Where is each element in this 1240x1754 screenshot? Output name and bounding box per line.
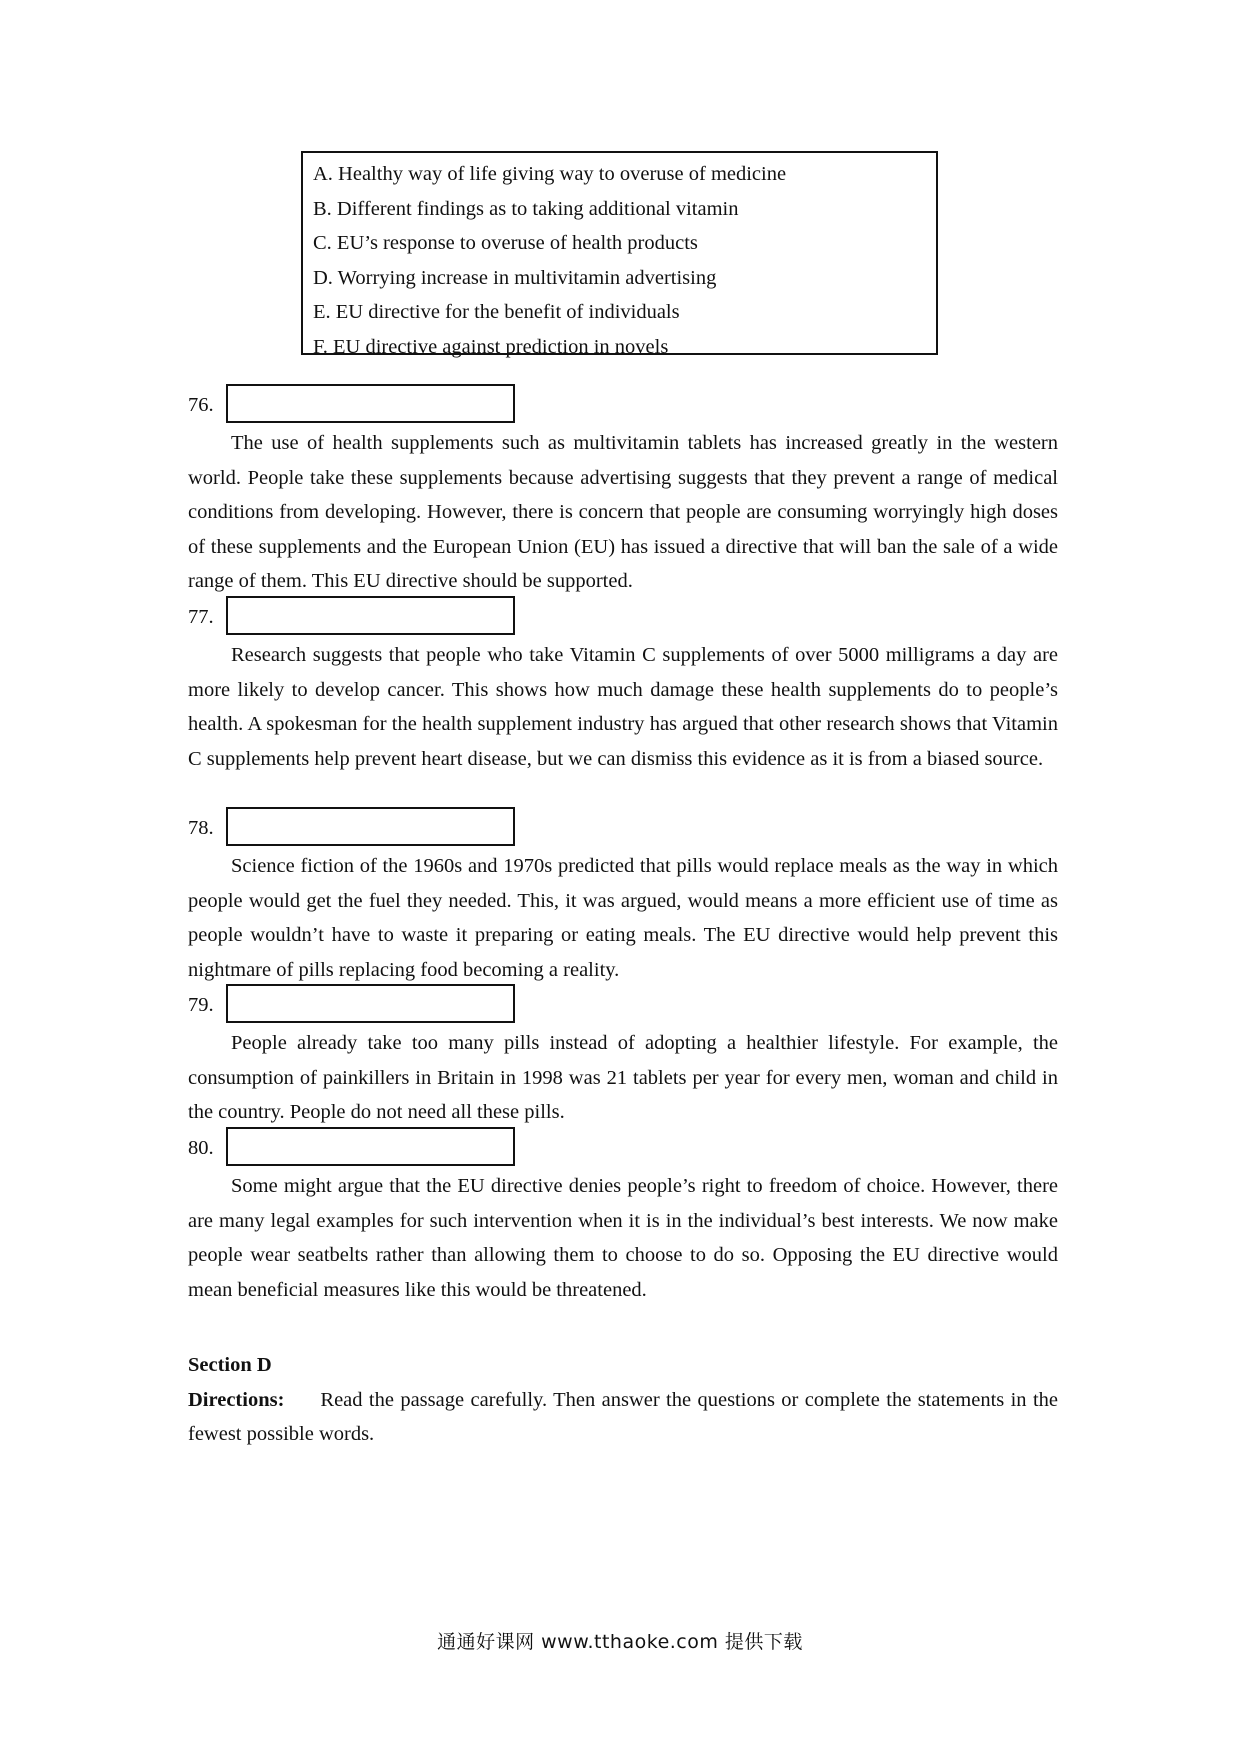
option-c: C. EU’s response to overuse of health products	[313, 232, 698, 255]
option-b: B. Different findings as to taking additional vitamin	[313, 197, 739, 220]
section-d	[188, 1348, 1058, 1452]
question-number: 77.	[188, 606, 214, 628]
paragraph-76: The use of health supplements such as multivitamin tablets has increased greatly in the western world. People take these supplements because advertising suggests that they prevent a range of medical conditions from developing. However, there is concern that people are consuming worryingly high doses of these supplements and the European Union (EU) has issued a directive that will ban the sale of a wide range of them. This EU directive should be supported.	[188, 432, 1058, 593]
question-number: 79.	[188, 994, 214, 1016]
paragraph-77: Research suggests that people who take Vitamin C supplements of over 5000 milligrams a day are more likely to develop cancer. This shows how much damage these health supplements do to people’s health. A spokesman for the health supplement industry has argued that other research shows that Vitamin C supplements help prevent heart disease, but we can dismiss this evidence as it is from a biased source.	[188, 644, 1058, 770]
question-79	[188, 984, 1058, 1130]
directions-label: Directions:	[188, 1388, 285, 1411]
answer-box-79[interactable]	[226, 984, 515, 1023]
question-76	[188, 384, 1058, 599]
answer-box-78[interactable]	[226, 807, 515, 846]
option-e: E. EU directive for the benefit of individuals	[313, 301, 680, 324]
options-box	[301, 151, 938, 358]
question-number: 80.	[188, 1137, 214, 1159]
section-title: Section D	[188, 1354, 272, 1376]
directions	[188, 1383, 1058, 1452]
option-a: A. Healthy way of life giving way to overuse of medicine	[313, 163, 787, 185]
option-d: D. Worrying increase in multivitamin advertising	[313, 266, 717, 289]
paragraph-78: Science fiction of the 1960s and 1970s predicted that pills would replace meals as the way in which people would get the fuel they needed. This, it was argued, would means a more efficient use of time as people wouldn’t have to waste it preparing or eating meals. The EU directive would help prevent this nightmare of pills replacing food becoming a reality.	[188, 855, 1058, 981]
paragraph-80: Some might argue that the EU directive denies people’s right to freedom of choice. However, there are many legal examples for such intervention when it is in the individual’s best interests. We now make people wear seatbelts rather than allowing them to choose to do so. Opposing the EU directive would mean beneficial measures like this would be threatened.	[188, 1175, 1058, 1301]
answer-box-76[interactable]	[226, 384, 515, 423]
question-number: 78.	[188, 817, 214, 839]
option-f: F. EU directive against prediction in novels	[313, 335, 669, 358]
paragraph-79: People already take too many pills instead of adopting a healthier lifestyle. For example, the consumption of painkillers in Britain in 1998 was 21 tablets per year for every men, woman and child in the country. People do not need all these pills.	[188, 1032, 1058, 1124]
answer-box-77[interactable]	[226, 596, 515, 635]
answer-box-80[interactable]	[226, 1127, 515, 1166]
directions-text: Read the passage carefully. Then answer the questions or complete the statements in the fewest possible words.	[188, 1388, 1058, 1446]
question-78	[188, 807, 1058, 987]
question-80	[188, 1127, 1058, 1307]
question-77	[188, 596, 1058, 776]
question-number: 76.	[188, 394, 214, 416]
page-footer: 通通好课网 www.tthaoke.com 提供下载	[437, 1631, 803, 1653]
